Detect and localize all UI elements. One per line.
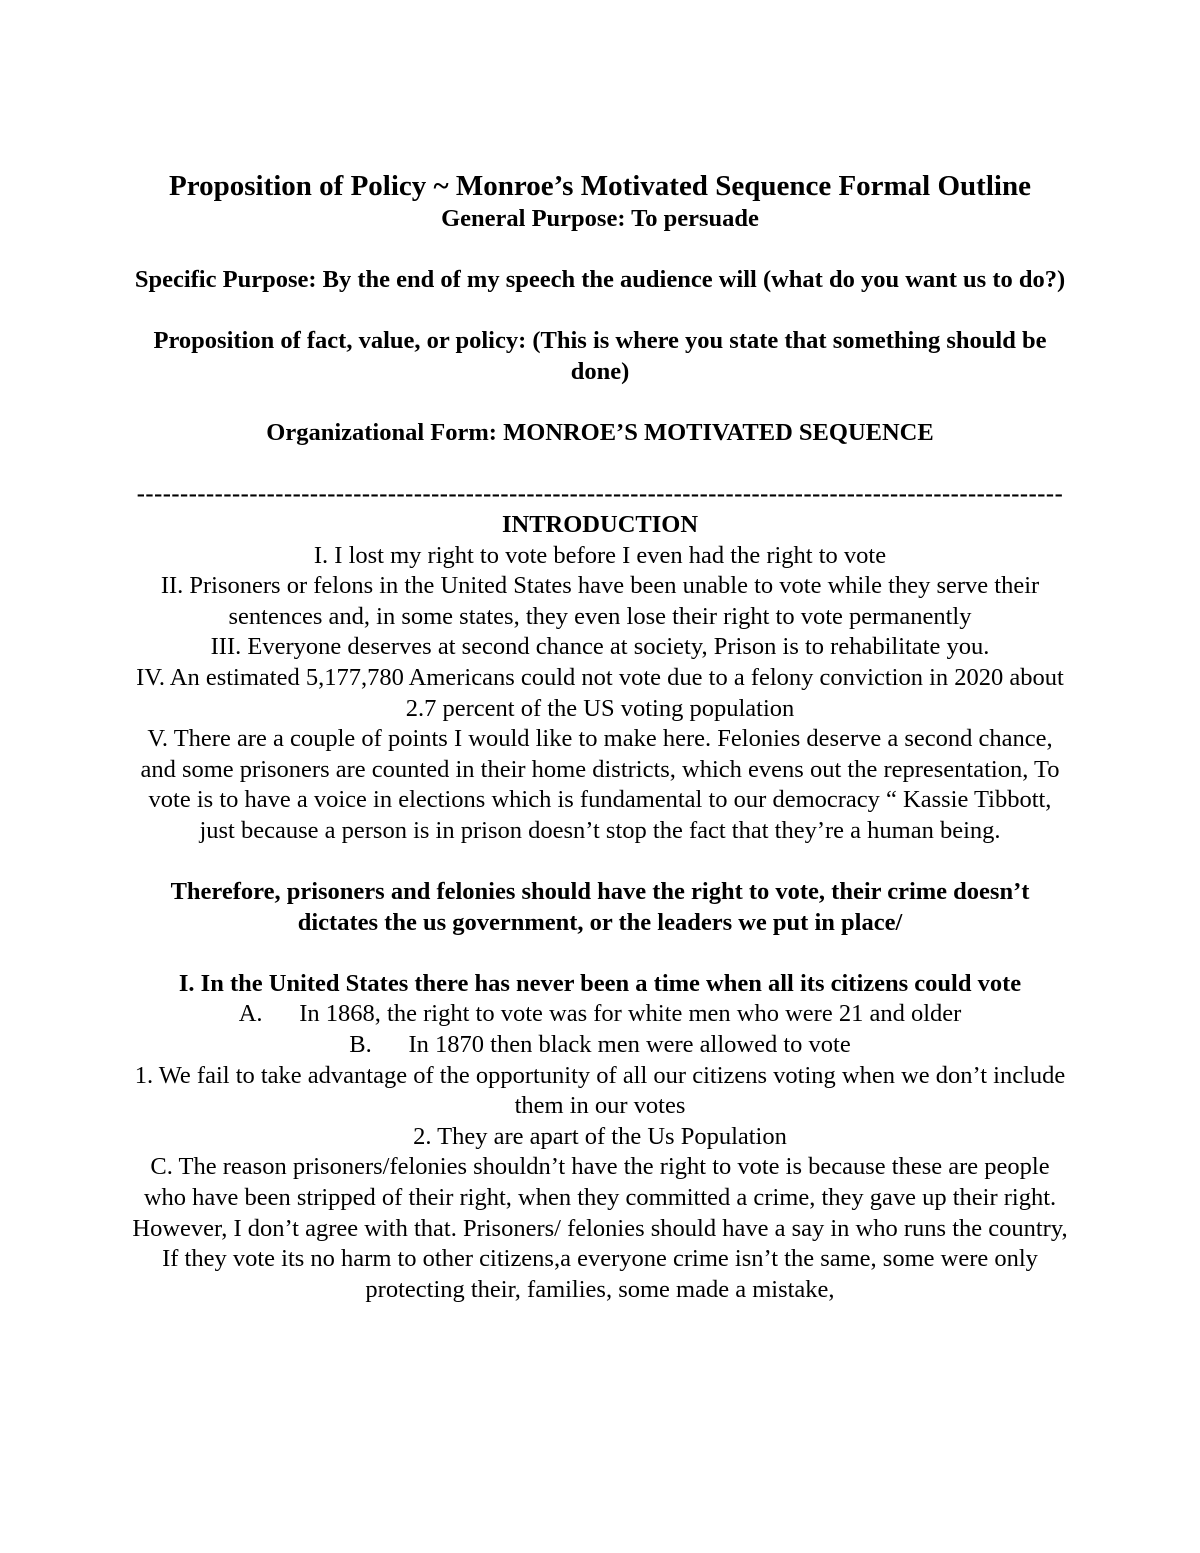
thesis-statement: Therefore, prisoners and felonies should have the right to vote, their crime doesn’t dictates the us government, or the leaders we put in place/	[170, 878, 1030, 936]
intro-item-4: IV. An estimated 5,177,780 Americans could not vote due to a felony conviction in 2020 about 2.7 percent of the US voting population	[136, 663, 1064, 722]
however-paragraph: However, I don’t agree with that. Prisoners/ felonies should have a say in who runs the country, If they vote its no harm to other citizens,a everyone crime isn’t the same, some were only protecting their, families, some made a mistake,	[132, 1214, 1068, 1303]
document-content	[130, 168, 1070, 1305]
spacer	[130, 296, 1070, 327]
general-purpose: General Purpose: To persuade	[441, 205, 759, 232]
subpoint-1: 1. We fail to take advantage of the opportunity of all our citizens voting when we don’t include them in our votes	[134, 1061, 1066, 1120]
subpoint-c: C. The reason prisoners/felonies shouldn’t have the right to vote is because these are people who have been stripped of their right, when they committed a crime, they gave up their right.	[143, 1153, 1057, 1211]
specific-purpose: Specific Purpose: By the end of my speech the audience will (what do you want us to do?)	[134, 266, 1066, 294]
subpoint-2: 2. They are apart of the Us Population	[413, 1122, 787, 1150]
intro-item-3: III. Everyone deserves at second chance at society, Prison is to rehabilitate you.	[210, 633, 990, 661]
intro-item-2: II. Prisoners or felons in the United States have been unable to vote while they serve their sentences and, in some states, they even lose their right to vote permanently	[160, 572, 1040, 630]
proposition-statement: Proposition of fact, value, or policy: (This is where you state that something should be done)	[153, 327, 1047, 385]
introduction-heading: INTRODUCTION	[501, 510, 699, 538]
organizational-form: Organizational Form: MONROE’S MOTIVATED SEQUENCE	[266, 419, 934, 447]
subpoint-b: B. In 1870 then black men were allowed to vote	[349, 1031, 851, 1059]
section-divider: -----------------------------------------------------------------------------------------------------------	[136, 480, 1064, 508]
spacer	[130, 388, 1070, 419]
spacer	[130, 938, 1070, 969]
spacer	[130, 846, 1070, 877]
intro-item-1: I. I lost my right to vote before I even had the right to vote	[313, 541, 887, 569]
spacer	[130, 449, 1070, 480]
intro-item-5: V. There are a couple of points I would like to make here. Felonies deserve a second chance, and some prisoners are counted in their home districts, which evens out the representation, To vote is to have a voice in elections which is fundamental to our democracy “ Kassie Tibbott, just because a person is in prison doesn’t stop the fact that they’re a human being.	[140, 725, 1060, 844]
spacer	[130, 235, 1070, 266]
main-point-1: I. In the United States there has never been a time when all its citizens could vote	[178, 969, 1022, 997]
subpoint-a: A. In 1868, the right to vote was for white men who were 21 and older	[238, 1000, 962, 1028]
document-title: Proposition of Policy ~ Monroe’s Motivated Sequence Formal Outline	[169, 170, 1031, 202]
